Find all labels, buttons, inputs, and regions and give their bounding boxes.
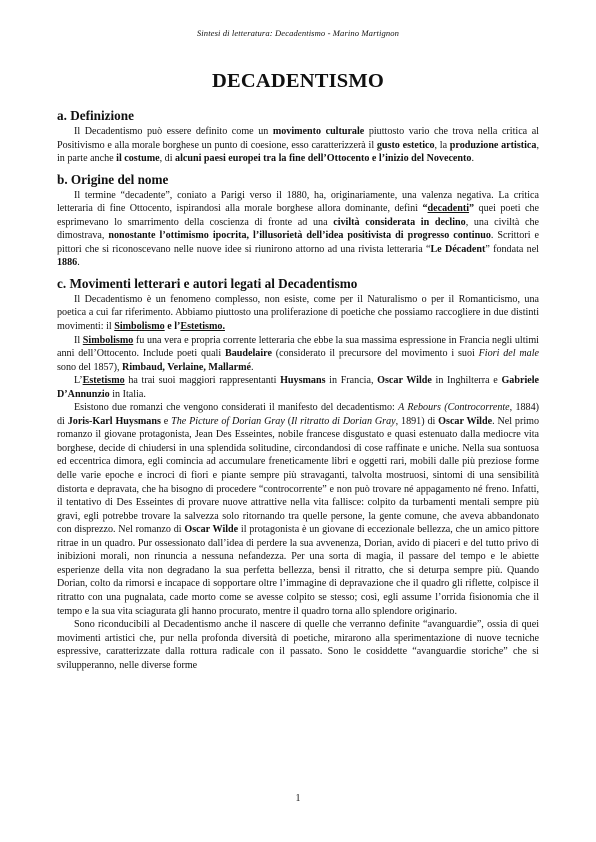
text-run: fu una vera e propria corrente letteraria che ebbe la sua massima espressione in Francia negli ultimi anni dell’Ottocento. Include poeti quali [57, 334, 539, 360]
text-run: Rimbaud, Verlaine, Mallarmé [122, 361, 252, 373]
text-run: , di [159, 153, 176, 165]
text-run: alcuni paesi europei tra la fine dell’Ottocento e l’inizio del Novecento [175, 153, 472, 165]
text-run: Baudelaire [225, 348, 272, 360]
paragraph [57, 125, 539, 166]
text-run: nonostante l’ottimismo ipocrita, l’illusorietà dell’idea positivista di progresso continuo [108, 230, 491, 242]
text-run: Oscar Wilde [377, 375, 432, 387]
text-run: “ [422, 203, 428, 215]
text-run: Il termine “decadente”, coniato a Parigi verso il 1880, ha, originariamente, una valenza negativa. La critica letteraria di fine Ottocento, ispirandosi alla morale borghese allora dominante, definì [57, 189, 539, 215]
text-run: Joris-Karl Huysmans [67, 415, 161, 427]
text-run: ( [284, 415, 292, 427]
text-run: il costume [116, 153, 160, 165]
text-run: Sono riconducibili al Decadentismo anche il nascere di quelle che verranno definite “avanguardie”, ossia di quei movimenti artistici che, pur nella profonda diversità di poetiche, mirarono alla sperimentazione di nuove tecniche espressive, caratterizzate dalla rottura radicale con il passato. Sono le cosiddette “avanguardie storiche” che si svilupperanno, nelle diverse forme [57, 619, 539, 671]
text-run: in Francia, [325, 375, 378, 387]
text-run: Estetismo. [180, 321, 225, 333]
text-run: Simbolismo [82, 334, 134, 346]
text-run: Il Decadentismo è un fenomeno complesso, non esiste, come per il Naturalismo o per il Romanticismo, una poetica a cui far riferimento. Abbiamo piuttosto una proliferazione di poetiche che possiamo raccogliere in due distinti movimenti: il [57, 293, 539, 333]
text-run: . [77, 257, 80, 269]
text-run: sono del 1857), [57, 361, 123, 373]
text-run: The Picture of Dorian Gray [171, 415, 285, 427]
text-run: e [160, 415, 172, 427]
text-run: ” [469, 203, 475, 215]
section-heading: b. Origine del nome [57, 171, 169, 187]
text-run: Oscar Wilde [184, 524, 239, 536]
text-run: produzione artistica [449, 139, 537, 151]
page-number: 1 [295, 793, 301, 804]
paragraph [57, 334, 539, 375]
text-run: (considerato il precursore del movimento i suoi [271, 348, 479, 360]
paragraph [57, 293, 539, 334]
text-run: Gabriele D’Annunzio [57, 375, 540, 400]
text-run: movimento culturale [272, 126, 365, 137]
section-heading: c. Movimenti letterari e autori legati al Decadentismo [57, 275, 358, 291]
text-run: A Rebours (Controcorrente [398, 402, 510, 414]
text-run: . [471, 153, 474, 165]
text-run: , 1891) di [395, 415, 439, 427]
text-run: quei poeti che esprimevano lo smarrimento della coscienza di fronte ad una [57, 203, 539, 228]
text-run: il protagonista è un giovane di eccezionale bellezza, che un amico pittore ritrae in un quadro. Pur ossessionato dall’idea di perdere la sua avvenenza, Dorian, avido di piaceri e del tutto privo di inibizioni morali, non rinuncia a nessuna nefandezza. Per una sorta di magia, il passare del tempo e le abiette esperienze della vita non degradano la sua perfetta bellezza, bensì il ritratto, che si deturpa sempre più. Quando Dorian, colto da rimorsi e incapace di sopportare oltre l’immagine di depravazione che il quadro gli riflette, colpisce il ritratto con una pugnalata, cade morto come se avesse colpito se stesso; così, egli assume l’orrida fisionomia che il tempo e la sua vita sciagurata gli hanno procurato, mentre il quadro torna allo splendore originario. [57, 524, 539, 617]
text-run: ha trai suoi maggiori rappresentanti [124, 375, 281, 387]
text-run: Esistono due romanzi che vengono considerati il manifesto del decadentismo: [74, 402, 399, 414]
paragraph [57, 374, 539, 401]
text-run: Le Décadent [430, 243, 486, 255]
text-run: . [251, 361, 254, 373]
text-run: Il [74, 334, 83, 346]
text-run: civiltà considerata in declino [333, 216, 466, 228]
document-title: DECADENTISMO [211, 70, 385, 92]
text-run: gusto estetico [376, 139, 435, 151]
text-run: Il ritratto di Dorian Gray [291, 415, 396, 427]
text-run: , 1884) di [57, 402, 539, 427]
text-run: Il Decadentismo può essere definito come un [74, 126, 273, 137]
text-run: , la [434, 139, 450, 151]
text-run: Fiori del male [478, 348, 540, 360]
paragraph [57, 189, 539, 270]
paragraph [57, 618, 539, 672]
text-run: . Nel primo romanzo il giovane protagonista, Jean Des Esseintes, nobile francese disgustato e quasi estenuato dalla mediocre vita borghese, decide di chiudersi in una splendida solitudine, circondandosi di cose raffinate e uniche. Nella sua sontuosa ed eccentrica dimora, egli comincia ad accumulare freneticamente libri e oggetti rari, mobili dalle più preziose forme delle varie epoche e incroci di fiori e piante sempre più stravaganti, talvolta mostruosi, sintomi di una sensibilità distorta e depravata, che ha bisogno di procedere “controcorrente” e non può trovare né appagamento né freno. Infatti, il tentativo di Des Esseintes di provare nuove attrattive nella vita fallisce: colpito da turbamenti mentali sempre più gravi, egli potrebbe trovare la salvezza solo ritornando tra quelle persone, la gente comune, che aveva abbandonato con disprezzo. Nel romanzo di [57, 415, 540, 536]
text-run: ” fondata nel [485, 243, 539, 255]
text-run: Oscar Wilde [438, 415, 493, 427]
text-run: decadenti [427, 203, 470, 215]
text-run: piuttosto vario che trova nella critica al Positivismo e alla morale borghese un punto di coesione, esso caratterizzerà il [57, 126, 539, 151]
text-run: , in parte anche [57, 139, 539, 165]
section-heading: a. Definizione [57, 108, 134, 123]
paragraph [57, 401, 539, 618]
text-run: . Scrittori e pittori che si riconoscevano nelle nuove idee si riunirono attorno ad una rivista letteraria “ [57, 230, 539, 255]
text-run: in Inghilterra e [431, 375, 502, 387]
text-run: in Italia. [109, 388, 146, 400]
document-body [57, 108, 539, 672]
text-run: 1886 [57, 257, 78, 269]
text-run: e l’ [164, 321, 181, 333]
text-run: Estetismo [82, 375, 125, 387]
text-run: Simbolismo [114, 321, 165, 333]
text-run: Huysmans [280, 375, 326, 387]
text-run: , una civiltà che dimostrava, [57, 216, 539, 242]
text-run: L’ [74, 375, 83, 387]
running-header: Sintesi di letteratura: Decadentismo - Marino Martignon [196, 28, 400, 38]
